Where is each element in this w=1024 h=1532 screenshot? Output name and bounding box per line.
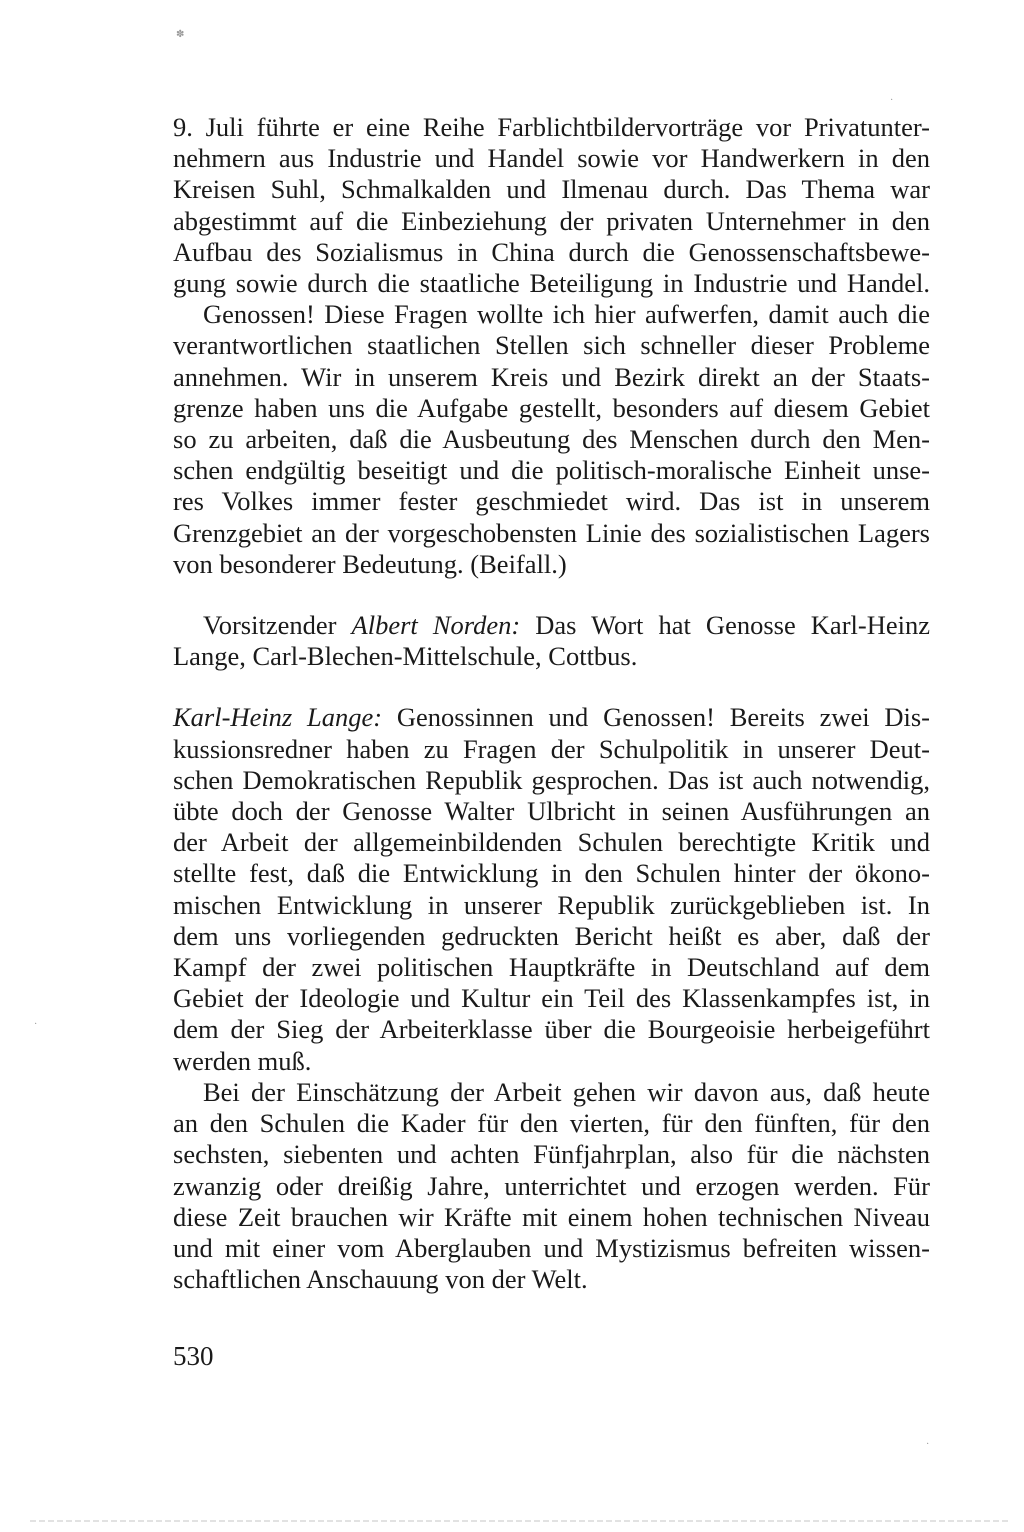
text-line: diese Zeit brauchen wir Kräfte mit einem hohen technischen Niveau — [173, 1201, 930, 1232]
text-line: der Arbeit der allgemeinbildenden Schulen berechtigte Kritik und — [173, 827, 930, 858]
speaker-name: Albert Norden: — [351, 610, 521, 641]
text-line: schen Demokratischen Republik gesprochen. Das ist auch notwendig, — [173, 764, 930, 795]
text-line: und mit einer vom Aberglauben und Mystizismus befreiten wissen- — [173, 1232, 930, 1263]
text-line: stellte fest, daß die Entwicklung in den Schulen hinter der ökono- — [173, 858, 930, 889]
text-line: an den Schulen die Kader für den vierten, für den fünften, für den — [173, 1108, 930, 1139]
text-line: Aufbau des Sozialismus in China durch die Genossenschaftsbewe- — [173, 236, 930, 267]
text-line: dem der Sieg der Arbeiterklasse über die Bourgeoisie herbeigeführt — [173, 1014, 930, 1045]
text-line: schaftlichen Anschauung von der Welt. — [173, 1264, 588, 1295]
speaker-name: Karl-Heinz Lange: — [173, 702, 383, 733]
text-line: zwanzig oder dreißig Jahre, unterrichtet und erzogen werden. Für — [173, 1170, 930, 1201]
text-line: Bei der Einschätzung der Arbeit gehen wir davon aus, daß heute — [203, 1076, 930, 1107]
text-line: kussionsredner haben zu Fragen der Schulpolitik in unserer Deut- — [173, 733, 930, 764]
text-line: Grenzgebiet an der vorgeschobensten Linie des sozialistischen Lagers — [173, 517, 930, 548]
text-line: sechsten, siebenten und achten Fünfjahrplan, also für die nächsten — [173, 1139, 930, 1170]
scan-speck-icon: ✽ — [176, 29, 185, 40]
text-line — [173, 702, 930, 733]
paragraph-1 — [173, 112, 930, 299]
text-line: so zu arbeiten, daß die Ausbeutung des Menschen durch den Men- — [173, 424, 930, 455]
text-line: res Volkes immer fester geschmiedet wird. Das ist in unserem — [173, 486, 930, 517]
text-line: Kampf der zwei politischen Hauptkräfte in Deutschland auf dem — [173, 952, 930, 983]
text-line: Kreisen Suhl, Schmalkalden und Ilmenau durch. Das Thema war — [173, 174, 930, 205]
text-line: Genossen! Diese Fragen wollte ich hier aufwerfen, damit auch die — [203, 299, 930, 330]
scan-speck-icon: · — [890, 95, 894, 106]
text-fragment: Das Wort hat Genosse Karl-Heinz — [520, 610, 930, 641]
chair-announcement — [173, 610, 930, 672]
text-line: mischen Entwicklung in unserer Republik zurückgeblieben ist. In — [173, 889, 930, 920]
text-fragment: Vorsitzender — [203, 610, 352, 641]
text-line: 9. Juli führte er eine Reihe Farblichtbildervorträge vor Privatunter- — [173, 112, 930, 142]
text-line: übte doch der Genosse Walter Ulbricht in seinen Ausführungen an — [173, 796, 930, 827]
text-line: verantwortlichen staatlichen Stellen sich schneller dieser Probleme — [173, 330, 930, 361]
text-line: annehmen. Wir in unserem Kreis und Bezirk direkt an der Staats- — [173, 361, 930, 392]
scan-edge-divider — [30, 1520, 1010, 1522]
page-number: 530 — [173, 1341, 214, 1371]
text-line: nehmern aus Industrie und Handel sowie vor Handwerkern in den — [173, 143, 930, 174]
text-line: dem uns vorliegenden gedruckten Bericht heißt es aber, daß der — [173, 920, 930, 951]
paragraph-gap — [173, 672, 930, 702]
text-line: werden muß. — [173, 1045, 312, 1076]
text-line: schen endgültig beseitigt und die politisch-moralische Einheit unse- — [173, 455, 930, 486]
text-line: abgestimmt auf die Einbeziehung der privaten Unternehmer in den — [173, 205, 930, 236]
paragraph-gap — [173, 580, 930, 610]
speech-paragraph-1 — [173, 702, 930, 1076]
text-line — [173, 610, 930, 641]
paragraph-2 — [173, 299, 930, 580]
text-line: grenze haben uns die Aufgabe gestellt, besonders auf diesem Gebiet — [173, 392, 930, 423]
text-line: Lange, Carl-Blechen-Mittelschule, Cottbus. — [173, 641, 638, 672]
text-line: gung sowie durch die staatliche Beteiligung in Industrie und Handel. — [173, 268, 930, 299]
page-body — [173, 112, 930, 1295]
speech-paragraph-2 — [173, 1077, 930, 1295]
scan-speck-icon: · — [926, 1439, 930, 1450]
text-line: Gebiet der Ideologie und Kultur ein Teil des Klassenkampfes ist, in — [173, 983, 930, 1014]
text-line: von besonderer Bedeutung. (Beifall.) — [173, 548, 567, 579]
text-fragment: Genossinnen und Genossen! Bereits zwei Dis- — [382, 702, 931, 733]
scan-speck-icon: · — [34, 1019, 38, 1030]
